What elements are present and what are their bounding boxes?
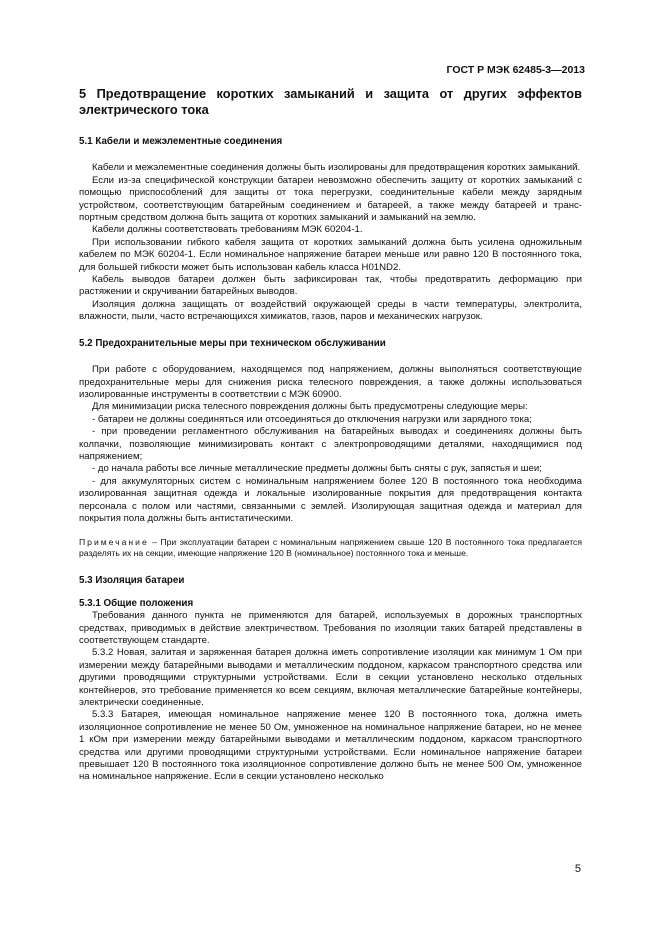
list-item: - для аккумуляторных систем с номинальным напряжением более 120 В постоянного тока необходима изолированная защитная одежда и локальные изолированные покрытия для предотвращения контакта персонала с полом или частями, связанными с землей. Изолирующая защитная одежда и материал для покрытия пола должны быть антистатическими. bbox=[79, 475, 582, 524]
subsection-5-1-title: 5.1 Кабели и межэлементные соединения bbox=[79, 136, 283, 147]
note bbox=[79, 537, 582, 559]
note-text: – При эксплуатации батареи с номинальным напряжением свыше 120 В постоянного тока предлагается разделять их на секции, имеющие напряжение 120 В (номинальное) постоянного тока и меньше. bbox=[79, 537, 582, 559]
document-code: ГОСТ Р МЭК 62485-3—2013 bbox=[446, 64, 585, 76]
subsection-5-2-body bbox=[79, 364, 582, 525]
subsection-5-3-title: 5.3 Изоляция батареи bbox=[79, 575, 185, 587]
paragraph: 5.3.2 Новая, залитая и заряженная батарея должна иметь сопротивление изоляции как минимум 1 Ом при измерении между батарейными выводами и металлическим поддоном, каркасом транспортного средства или другими проводящими структурными устройствами. Если в секции установлено несколько отдельных контейнеров, это требование применяется ко всем секциям, включая металлические батарейные контейнеры, электрически соединенные. bbox=[79, 647, 582, 709]
list-item: - при проведении регламентного обслуживания на батарейных выводах и соединениях должны быть колпачки, позволяющие минимизировать контакт с электропроводящими деталями, находящимися под напряжением; bbox=[79, 426, 582, 462]
list-item: - батареи не должны соединяться или отсоединяться до отключения нагрузки или зарядного тока; bbox=[92, 413, 532, 425]
paragraph: Кабели должны соответствовать требованиям МЭК 60204-1. bbox=[92, 224, 363, 236]
paragraph: Для минимизации риска телесного повреждения должны быть предусмотрены следующие меры: bbox=[92, 401, 528, 413]
subsection-5-3-body bbox=[79, 610, 582, 784]
subsection-5-3-1-title: 5.3.1 Общие положения bbox=[79, 597, 194, 609]
paragraph: Кабель выводов батареи должен быть зафиксирован так, чтобы предотвратить деформацию при растяжении и скручивании батарейных выводов. bbox=[79, 274, 582, 298]
note-label: Примечание bbox=[79, 537, 149, 548]
subsection-5-2-title: 5.2 Предохранительные меры при техническом обслуживании bbox=[79, 337, 386, 349]
list-item: - до начала работы все личные металлические предметы должны быть сняты с рук, запястья и шеи; bbox=[92, 463, 542, 475]
paragraph: Если из-за специфической конструкции батареи невозможно обеспечить защиту от коротких замыканий с помощью приспособлений для защиты от тока перегрузки, соединительные кабели между зарядным устройством, соответствующим батарейным соединением и батареей, а также между батареей и транс-портным средством должна быть защита от коротких замыканий и замыканий на землю. bbox=[79, 174, 582, 224]
paragraph: При использовании гибкого кабеля защита от коротких замыканий должна быть усилена одножильным кабелем по МЭК 60204-1. Если номинальное напряжение батареи меньше или равно 120 В постоянного тока, для большей гибкости может быть использован кабель класса H01ND2. bbox=[79, 236, 582, 273]
paragraph: Изоляция должна защищать от воздействий окружающей среды в части температуры, электролита, влажности, пыли, часто встречающихся химикатов, газов, паров и механических нагрузок. bbox=[79, 298, 582, 323]
paragraph: Требования данного пункта не применяются для батарей, используемых в дорожных транспортных средствах, приводимых в действие электричеством. Требования по изоляции таких батарей представлены в соответствующем стандарте. bbox=[79, 610, 582, 646]
section-5-title: 5 Предотвращение коротких замыканий и защита от других эффектов электрического тока bbox=[79, 86, 582, 117]
paragraph: Кабели и межэлементные соединения должны быть изолированы для предотвращения коротких замыканий. bbox=[92, 162, 581, 174]
paragraph: 5.3.3 Батарея, имеющая номинальное напряжение менее 120 В постоянного тока, должна иметь изоляционное сопротивление не менее 50 Ом, умноженное на номинальное напряжение батареи, но не менее 1 кОм при измерении между батарейными выводами и металлическим поддоном, каркасом транспортного средства или другими проводящими структурными устройствами. Если номинальное напряжение батареи превышает 120 В постоянного тока изоляционное сопротивление должно быть не менее 500 Ом, умноженное на номинальное напряжение. Если в секции установлено несколько bbox=[79, 709, 582, 783]
paragraph: При работе с оборудованием, находящемся под напряжением, должны выполняться соответствующие предохранительные меры для снижения риска телесного повреждения, а также должны использоваться изолированные инструменты в соответствии с МЭК 60900. bbox=[79, 364, 582, 400]
page-number: 5 bbox=[574, 863, 581, 875]
subsection-5-1-body bbox=[79, 162, 582, 323]
